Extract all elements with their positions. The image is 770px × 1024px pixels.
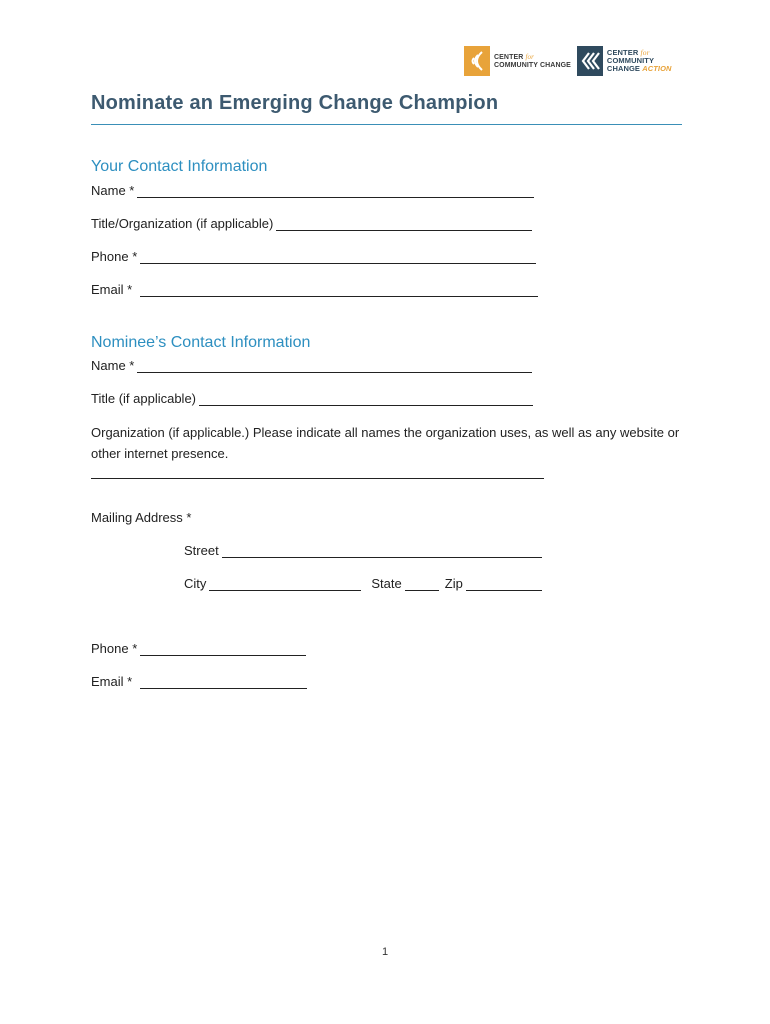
state-line[interactable]: [405, 577, 439, 591]
your-email-line[interactable]: [140, 283, 538, 297]
your-name-line[interactable]: [137, 184, 534, 198]
nominee-phone-line[interactable]: [140, 642, 306, 656]
nominee-title-line[interactable]: [199, 392, 533, 406]
page-title: Nominate an Emerging Change Champion: [91, 92, 499, 114]
nominee-email-field[interactable]: Email *: [91, 674, 307, 689]
your-contact-heading: Your Contact Information: [91, 158, 268, 175]
street-field[interactable]: Street: [184, 543, 542, 558]
title-divider: [91, 124, 682, 125]
nominee-title-field[interactable]: Title (if applicable): [91, 391, 533, 406]
zip-line[interactable]: [466, 577, 542, 591]
your-phone-line[interactable]: [140, 250, 536, 264]
city-line[interactable]: [209, 577, 361, 591]
street-line[interactable]: [222, 544, 542, 558]
nominee-organization-instructions: Organization (if applicable.) Please indicate all names the organization uses, as well as any website or other internet presence.: [91, 425, 680, 461]
your-email-field[interactable]: Email *: [91, 282, 538, 297]
your-phone-field[interactable]: Phone *: [91, 249, 536, 264]
logo-group: [464, 46, 672, 76]
nominee-contact-heading: Nominee’s Contact Information: [91, 334, 311, 351]
your-title-org-line[interactable]: [276, 217, 532, 231]
your-title-org-field[interactable]: Title/Organization (if applicable): [91, 216, 532, 231]
nominee-name-field[interactable]: Name *: [91, 358, 532, 373]
your-name-field[interactable]: Name *: [91, 183, 534, 198]
nominee-name-line[interactable]: [137, 359, 532, 373]
ccca-logo-icon: [577, 46, 603, 76]
nominee-email-line[interactable]: [140, 675, 307, 689]
page-number: 1: [381, 946, 389, 958]
ccc-logo-text: CENTER for COMMUNITY CHANGE: [494, 52, 571, 69]
mailing-address-label: Mailing Address *: [91, 510, 192, 525]
ccc-logo-icon: [464, 46, 490, 76]
city-state-zip-row: City State Zip: [184, 576, 542, 591]
nominee-phone-field[interactable]: Phone *: [91, 641, 306, 656]
nominee-organization-line[interactable]: [91, 478, 544, 479]
ccca-logo-text: CENTER for COMMUNITY CHANGE ACTION: [606, 48, 672, 73]
